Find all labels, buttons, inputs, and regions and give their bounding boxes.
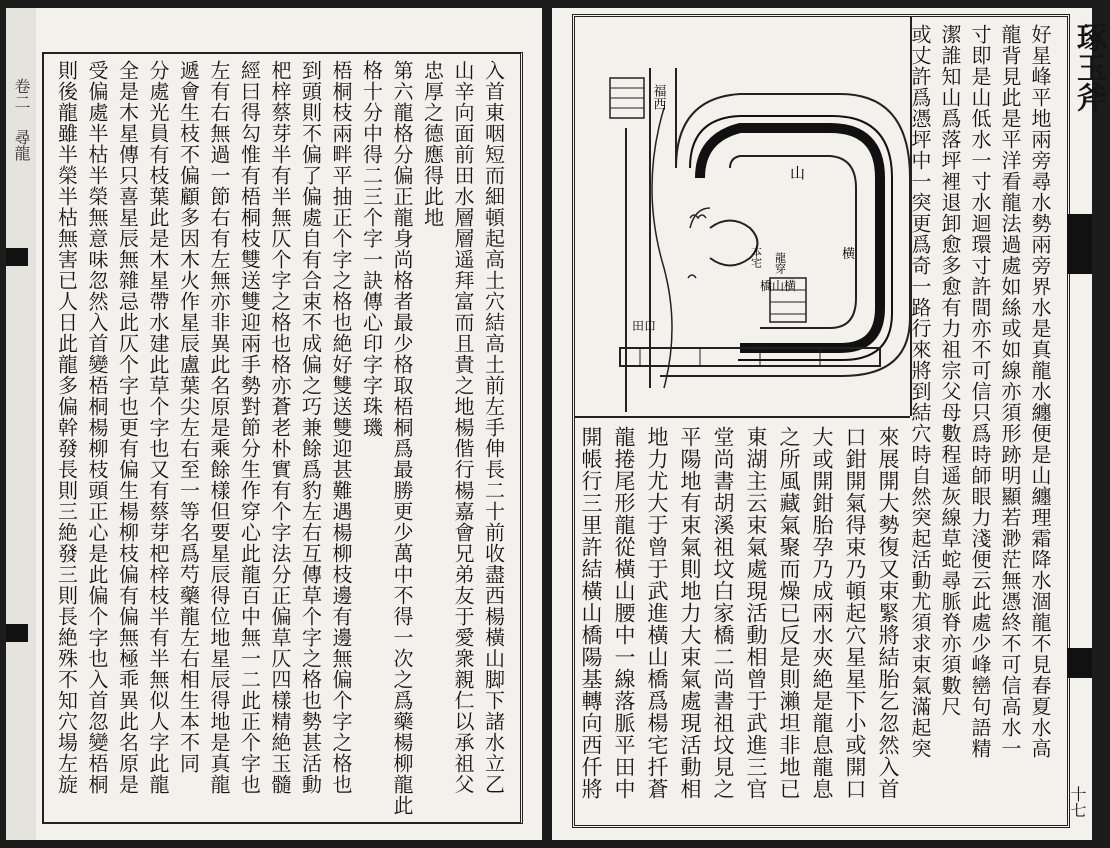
text-column: 堂尚書胡溪祖坟白家橋二尚書祖坟見之 <box>711 426 735 800</box>
mountain-ridge-outline <box>690 116 892 360</box>
text-column: 分處光員有枝葉此是木星帶水建此草个字也又有蔡芽杷梓枝半有半無似人字此龍 <box>146 60 170 795</box>
map-label-center-a: 本宅 <box>749 246 763 268</box>
text-column: 東湖主云束氣處現活動相曾于武進三官 <box>744 426 768 800</box>
map-label-mountain: 山 <box>790 164 806 182</box>
map-label-right: 横 <box>842 247 856 262</box>
text-column: 左有右無過一節右有左無亦非異此名原是乘餘樣但要星辰得位地星辰得地是真龍 <box>207 60 231 795</box>
right-page <box>552 8 1106 840</box>
text-column: 遞會生枝不偏顧多因木火作星辰盧葉尖左右至一等名爲芍藥龍左右相生本不同 <box>176 60 201 774</box>
text-column: 平陽地有束氣則地力大束氣處現活動相 <box>678 426 702 800</box>
gutter-label: 卷二 尋龍 <box>12 78 31 161</box>
text-column: 龍背見此是平洋看龍法過處如絲或如線亦須形跡明顯若渺茫無憑終不可信高水一 <box>998 24 1022 759</box>
left-page <box>6 8 542 840</box>
text-column: 經曰得勾惟有梧桐枝雙送雙迎兩手勢對節分生作穿心此龍百中無一二此正个字也 <box>237 60 262 795</box>
text-column: 梧桐枝兩畔平抽正个字之格也絶好雙送雙迎甚難遇楊柳枝邊有邊無偏个字之格也 <box>329 60 353 795</box>
text-column: 地力尤大于曾于武進橫山橋爲楊宅扦蒼 <box>645 426 669 800</box>
house-bottom-lines <box>770 290 806 314</box>
text-column: 則後龍雖半榮半枯無害已人日此龍多偏幹發長則三絶發三則長絶殊不知穴場左旋 <box>54 60 79 795</box>
text-column: 來展開大勢復又束緊將結胎乞忽然入首 <box>876 426 900 800</box>
left-channel <box>626 68 650 412</box>
left-channel-2 <box>652 108 672 388</box>
map-label-bottom: 橋山横 <box>760 279 797 293</box>
margin-marker <box>1067 214 1092 274</box>
text-column: 龍捲尾形龍從橫山腰中一線落脈平田中 <box>612 426 636 800</box>
page-number: 十七 <box>1068 786 1087 818</box>
text-column: 第六龍格分偏正龍身尚格者最少格取梧桐爲最勝更少萬中不得一次之爲藥楊柳龍此 <box>390 60 414 816</box>
text-column: 之所風藏氣聚而燥已反是則瀨坦非地已 <box>777 426 801 800</box>
margin-marker <box>1067 648 1092 678</box>
terrain-map <box>580 28 906 412</box>
text-column: 寸即是山低水一寸水迴環寸許間亦不可信只爲時師眼力淺便云此處少峰巒句語精 <box>968 24 992 759</box>
book-title-header: 琢玉斧 <box>1071 22 1106 112</box>
text-column: 山辛向面前田水層層遥拜富而且貴之地楊偕行楊嘉會兄弟友于愛衆親仁以承祖父 <box>451 60 475 795</box>
text-column: 大或開鉗胎孕乃成兩水夾絶是龍息龍息 <box>810 426 834 800</box>
text-column: 全是木星傳只喜星辰無雜忌此仄个字也更有偏生楊柳枝偏有偏無極乖異此名原是 <box>115 60 140 795</box>
gutter-marker <box>6 624 28 642</box>
text-column: 開帳行三里許結橫山橋陽基轉向西仟將 <box>579 426 603 800</box>
text-column: 杷梓蔡芽半有半無仄个字之格也格亦蒼老朴實有个字法分正偏草仄四樣精絶玉髓 <box>268 60 292 795</box>
text-column: 或丈許爲憑坪中一突更爲奇一路行來將到結穴時自然突起活動尤須求束氣滿起突 <box>908 24 932 759</box>
map-label-top-left: 福西 <box>650 84 666 110</box>
text-column: 到頭則不偏了偏處自有合束不成偏之巧兼餘爲豹左右互傳草个字之格也勢甚活動 <box>298 60 323 795</box>
text-column: 潔誰知山爲落坪裡退卸愈多愈有力祖宗父母數程遥灰線草蛇尋脈脊亦須數尺 <box>938 24 962 717</box>
map-bottom-divider <box>574 416 910 418</box>
text-column: 入首東咽短而細頓起高土穴結高土前左手伸長二十前收盡西楊橫山脚下諸水立乙 <box>481 60 506 795</box>
map-label-bottom-left: 田口 <box>632 319 657 333</box>
house-top-left-lines <box>610 88 644 108</box>
text-column: 口鉗開氣得束乃頓起穴星星下小或開口 <box>843 426 867 800</box>
swirl-2 <box>690 208 710 228</box>
text-column: 忠厚之德應得此地 <box>420 60 445 228</box>
gutter-marker <box>6 248 28 266</box>
text-column: 受偏處半枯半榮無意味忽然入首變梧桐楊柳枝頭正心是此偏个字也入首忽變梧桐 <box>85 60 109 795</box>
text-column: 格十分中得二三个字一訣傳心印字字珠璣 <box>359 60 384 438</box>
map-label-center-b: 龍穿 <box>773 252 787 274</box>
text-column: 好星峰平地兩旁尋水勢兩旁界水是真龍水纏便是山纏理霜降水涸龍不見春夏水高 <box>1028 24 1052 759</box>
